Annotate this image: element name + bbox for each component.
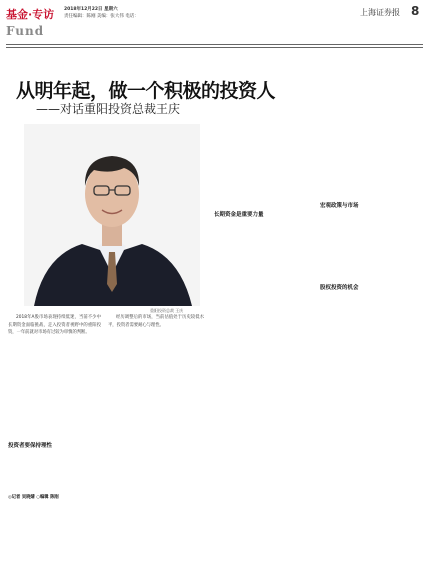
header-divider: [6, 44, 423, 45]
article-title: 从明年起，做一个积极的投资人: [16, 80, 276, 102]
byline-block: [8, 494, 101, 504]
issue-meta: [64, 6, 139, 20]
column-2-intro: 经历调整后的市场，当前估值处于历史较低水平，投资者需要耐心与理性。: [108, 315, 204, 328]
header-divider-thin: [6, 47, 423, 48]
subheading-2: 长期资金是重要力量: [214, 211, 264, 218]
subheading-1: 投资者要保持理性: [8, 442, 53, 449]
issue-date: 2018年12月22日 星期六: [64, 7, 118, 12]
subheading-3: 宏观政策与市场: [320, 203, 359, 210]
newspaper-brand: 上海证券报: [360, 8, 400, 17]
section-title: 基金·专访: [6, 8, 55, 21]
photo-caption: 重阳投资总裁 王庆: [150, 308, 184, 313]
subheading-4: 股权投资的机会: [320, 284, 359, 291]
section-label: [6, 6, 54, 38]
page-number: 8: [411, 4, 420, 18]
page-header: [0, 0, 429, 44]
byline: ◎记者 吴晓婧 ○编辑 陈刚: [8, 495, 59, 500]
section-title-en: Fund: [6, 24, 45, 38]
article-column-3: [214, 124, 312, 578]
column-1-intro: 2018年A股市场表现持续低迷，当前不少中长期资金面临挑战，走入投资者视野中的重阳投资，一年前就对市场有过较为审慎的判断。: [8, 315, 101, 336]
article-subtitle: ——对话重阳投资总裁王庆: [36, 102, 181, 116]
article-column-2: [108, 314, 204, 578]
article-column-1: [8, 314, 101, 578]
portrait-image: [24, 124, 200, 306]
editor-info: 责任编辑：陈刚 美编：张大伟 电话：: [64, 14, 139, 19]
article-column-4: [320, 124, 422, 578]
portrait-photo: [24, 124, 200, 306]
